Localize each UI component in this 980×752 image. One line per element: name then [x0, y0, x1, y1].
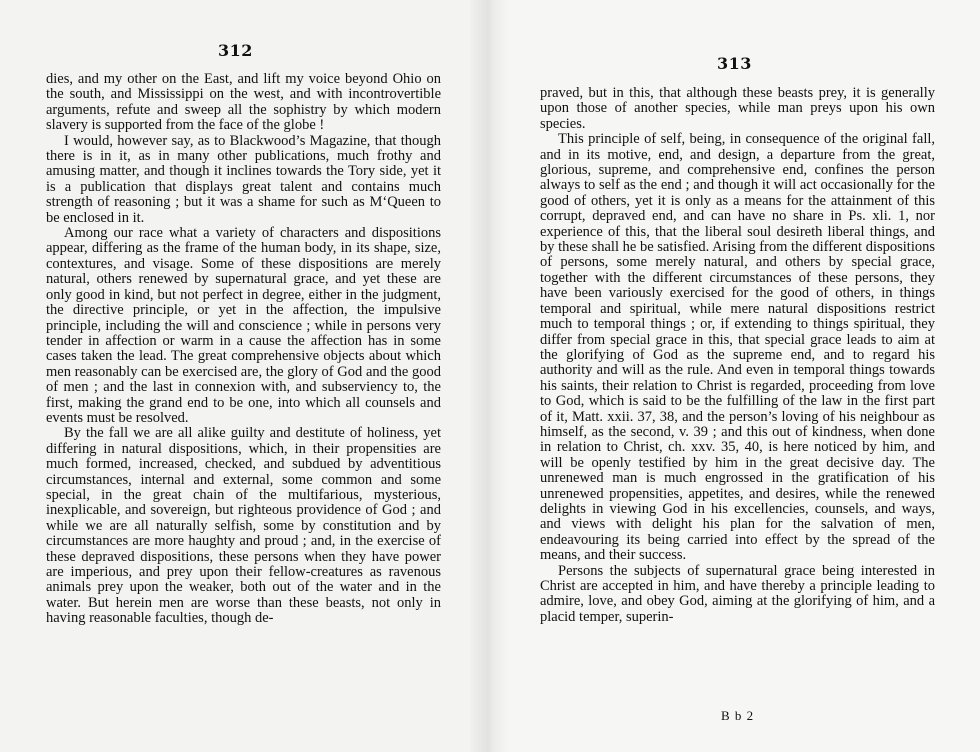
left-paragraph: dies, and my other on the East, and lift my voice beyond Ohio on the south, and Mississippi on the west, and with incontrovertible arguments, refute and sweep all the sophistry by which modern slavery is supported from the face of the globe !	[46, 71, 441, 134]
left-paragraph: By the fall we are all alike guilty and destitute of holiness, yet differing in natural dispositions, which, in their propensities are much formed, increased, checked, and subdued by adventitious circumstances, internal and external, some common and some special, in the great chain of the multifarious, mysterious, inexplicable, and sovereign, but righteous providence of God ; and while we are all naturally selfish, some by constitution and by circumstances are more haughty and proud ; and, in the exercise of these depraved dispositions, these persons when they have power are imperious, and prey upon their fellow-creatures as ravenous animals prey upon the weaker, both out of the water and in the water. But herein men are worse than these beasts, not only in having reasonable faculties, though de-	[46, 425, 441, 627]
right-page-number: 313	[717, 54, 752, 73]
right-paragraph: Persons the subjects of supernatural grace being interested in Christ are accepted in him, and have thereby a principle leading to admire, love, and obey God, aiming at the glorifying of him, and a placid temper, superin-	[540, 562, 935, 625]
signature-mark: B b 2	[721, 708, 755, 723]
right-paragraph: praved, but in this, that although these beasts prey, it is generally upon those of another species, while man preys upon his own species.	[540, 85, 935, 132]
left-page-number: 312	[218, 41, 253, 60]
right-page-text	[540, 86, 935, 625]
left-paragraph: Among our race what a variety of characters and dispositions appear, differing as the frame of the human body, in its shape, size, contextures, and visage. Some of these dispositions are merely natural, others renewed by supernatural grace, and yet these are only good in kind, but not perfect in degree, either in the judgment, the directive principle, or yet in the affection, the impulsive principle, including the will and conscience ; while in persons very tender in affection or warm in a cause the affection has in some cases taken the lead. The great comprehensive objects about which men reasonably can be exercised are, the glory of God and the good of men ; and the last in connexion with, and subserviency to, the first, making the grand end to be one, into which all counsels and events must be resolved.	[46, 225, 441, 426]
book-gutter	[470, 0, 510, 752]
right-paragraph: This principle of self, being, in consequence of the original fall, and in its motive, end, and design, a departure from the great, glorious, supreme, and comprehensive end, confines the person always to self as the end ; and though it will act occasionally for the good of others, yet it is only as a means for the attainment of this corrupt, depraved end, and can have no share in Ps. xli. 1, nor experience of this, that the liberal soul desireth liberal things, and by these shall he be satisfied. Arising from the different dispositions of persons, some merely natural, and others by special grace, together with the different circumstances of these persons, they have been variously exercised for the good of others, in things temporal and spiritual, while mere natural dispositions restrict much to temporal things ; or, if extending to things spiritual, they differ from special grace in this, that special grace leads to aim at the glorifying of God as the supreme end, and to regard his authority and will as the rule. And even in temporal things towards his saints, their relation to Christ is regarded, proceeding from love to God, which is said to be the fulfilling of the law in the first part of it, Matt. xxii. 37, 38, and the person’s loving of his neighbour as himself, as the second, v. 39 ; and this out of kindness, when done in relation to Christ, ch. xxv. 35, 40, is here noticed by him, and will be openly testified by him in the great decisive day. The unrenewed man is much engrossed in the gratification of his unrenewed propensities, appetites, and desires, while the renewed delights in viewing God in his excellencies, counsels, and ways, and views with delight his plan for the salvation of men, endeavouring its being carried into effect by the spread of the means, and their success.	[540, 131, 935, 564]
left-page-text	[46, 72, 441, 627]
left-paragraph: I would, however say, as to Blackwood’s Magazine, that though there is in it, as in many other publications, much frothy and amusing matter, and though it inclines towards the Tory side, yet it is a publication that displays great talent and contains much strength of reasoning ; but it was a shame for such as M‘Queen to be enclosed in it.	[46, 132, 441, 226]
